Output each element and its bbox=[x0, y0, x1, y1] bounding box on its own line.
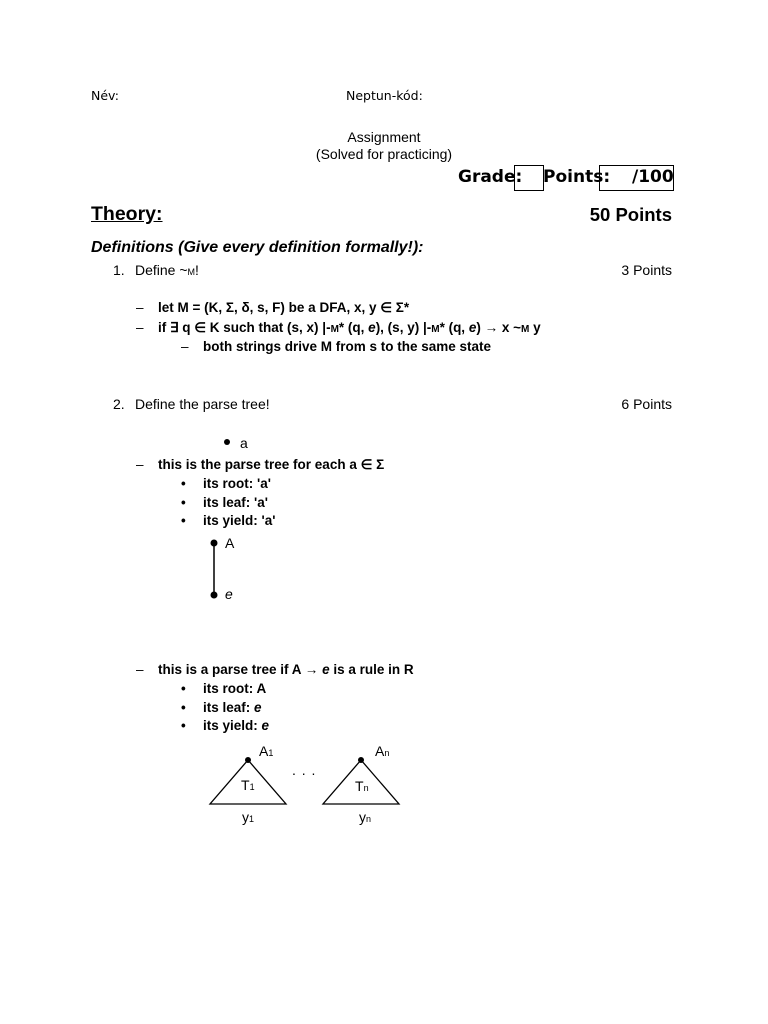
item1-leaf: its leaf: 'a' bbox=[203, 495, 268, 510]
q1-points: 3 Points bbox=[621, 262, 672, 278]
tree-A1-label: A1 bbox=[259, 743, 274, 759]
yield-yn-label: yn bbox=[359, 809, 372, 825]
theory-points: 50 Points bbox=[589, 204, 672, 225]
q1-text: Define ~M! bbox=[135, 262, 199, 278]
name-label: Név: bbox=[91, 88, 119, 103]
bullet-marker: • bbox=[181, 681, 186, 696]
bullet-marker: • bbox=[181, 495, 186, 510]
tree-Tn-label: Tn bbox=[355, 778, 369, 794]
points-label: Points: bbox=[543, 167, 611, 187]
dash-marker: – bbox=[136, 457, 144, 472]
q1-dash1: let M = (K, Σ, δ, s, F) be a DFA, x, y ∈ Σ* bbox=[158, 300, 410, 315]
q1-number: 1. bbox=[113, 262, 125, 278]
node-a-label: a bbox=[240, 435, 248, 451]
q1-dash3: both strings drive M from s to the same state bbox=[203, 339, 492, 354]
node-dot bbox=[211, 592, 218, 599]
bullet-marker: • bbox=[181, 476, 186, 491]
yield-y1-label: y1 bbox=[242, 809, 255, 825]
q2-points: 6 Points bbox=[621, 396, 672, 412]
tree-T1-label: T1 bbox=[241, 777, 255, 793]
q2-item1: this is the parse tree for each a ∈ Σ bbox=[158, 457, 385, 472]
item2-leaf: its leaf: e bbox=[203, 700, 262, 715]
bullet-marker: • bbox=[181, 513, 186, 528]
q2-text: Define the parse tree! bbox=[135, 396, 270, 412]
q1-dash2: if ∃ q ∈ K such that (s, x) |-M* (q, e), (s, y) |-M* (q, e) → x ~M y bbox=[158, 320, 541, 335]
item1-yield: its yield: 'a' bbox=[203, 513, 276, 528]
item1-root: its root: 'a' bbox=[203, 476, 271, 491]
dash-marker: – bbox=[136, 320, 144, 335]
dash-marker: – bbox=[181, 339, 189, 354]
node-e-label: e bbox=[225, 586, 233, 602]
points-total: /100 bbox=[632, 167, 674, 187]
assignment-title: Assignment bbox=[347, 129, 421, 145]
bullet-marker: • bbox=[181, 718, 186, 733]
theory-heading: Theory: bbox=[91, 203, 163, 225]
q2-number: 2. bbox=[113, 396, 125, 412]
dash-marker: – bbox=[136, 300, 144, 315]
dash-marker: – bbox=[136, 662, 144, 677]
q2-item2: this is a parse tree if A → e is a rule in R bbox=[158, 662, 414, 677]
node-A-label: A bbox=[225, 535, 235, 551]
item2-yield: its yield: e bbox=[203, 718, 270, 733]
tree-An-label: An bbox=[375, 743, 390, 759]
node-dot bbox=[211, 540, 218, 547]
grade-label: Grade: bbox=[458, 167, 523, 187]
definitions-heading: Definitions (Give every definition formally!): bbox=[91, 239, 424, 256]
bullet-marker: • bbox=[181, 700, 186, 715]
ellipsis: . . . bbox=[292, 762, 317, 778]
neptun-code-label: Neptun-kód: bbox=[346, 88, 423, 103]
item2-root: its root: A bbox=[203, 681, 267, 696]
assignment-subtitle: (Solved for practicing) bbox=[315, 146, 453, 162]
